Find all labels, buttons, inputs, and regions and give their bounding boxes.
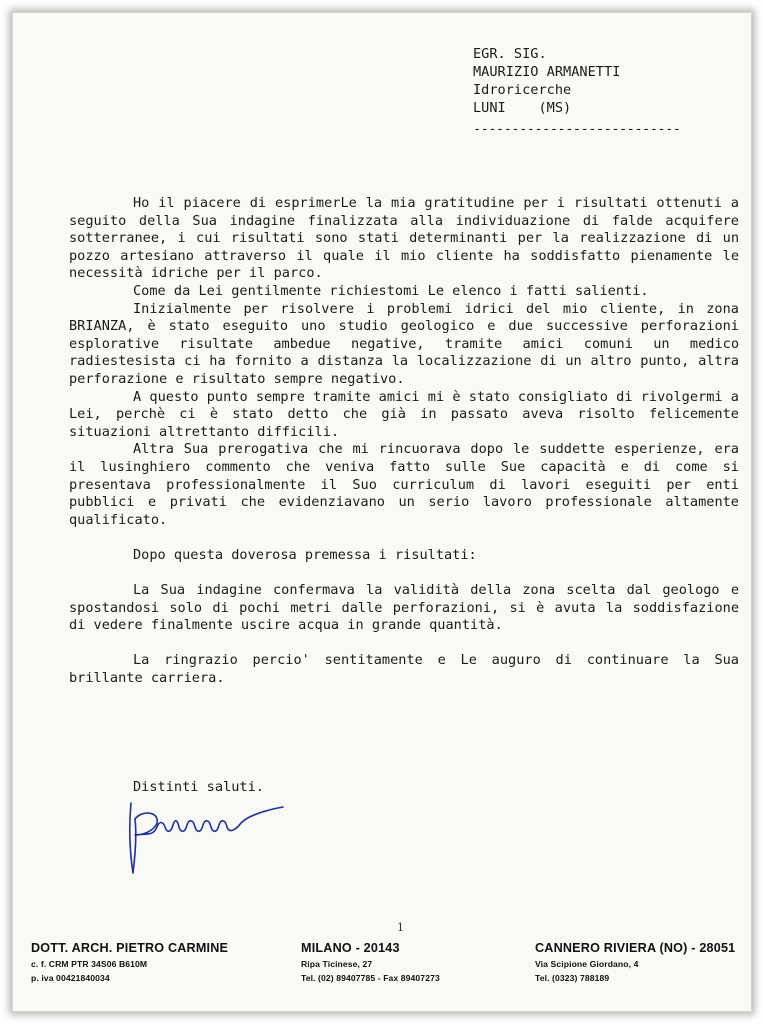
paragraph-premise: Dopo questa doverosa premessa i risultati: bbox=[133, 546, 477, 563]
office-phone: Tel. (0323) 788189 bbox=[535, 973, 610, 983]
paragraph-background: Inizialmente per risolvere i problemi idrici del mio cliente, in zona BRIANZA, è stato eseguito uno studio geologico e due successive perforazioni esplorative risultate ambedue negative, tramite amici comuni un medico radiestesista ci ha fornito a distanza la localizzazione di un altro punto, altra perforazione e risultato sempre negativo. bbox=[69, 300, 739, 387]
paragraph-referral: A questo punto sempre tramite amici mi è stato consigliato di rivolgermi a Lei, perchè ci è stato detto che già in passato aveva risolto felicemente situazioni altrettanto difficili. bbox=[69, 388, 739, 440]
recipient-address bbox=[473, 45, 620, 117]
author-name: DOTT. ARCH. PIETRO CARMINE bbox=[31, 941, 229, 955]
recipient-line: EGR. SIG. bbox=[473, 46, 547, 62]
paragraph-reputation: Altra Sua prerogativa che mi rincuorava dopo le suddette esperienze, era il lusinghiero commento che veniva fatto sulle Sue capacità e di come si presentava professionalmente il Suo curriculum di lavori eseguiti per enti pubblici e privati che evidenziavano un serio lavoro professionale altamente qualificato. bbox=[69, 441, 739, 528]
paragraph-results: La Sua indagine confermava la validità della zona scelta dal geologo e spostandosi solo di pochi metri dalle perforazioni, si è avuta la soddisfazione di vedere finalmente uscire acqua in grande quantità. bbox=[69, 582, 739, 634]
spacer bbox=[69, 564, 739, 582]
paragraph-thanks: La ringrazio percio' sentitamente e Le auguro di continuare la Sua brillante carriera. bbox=[69, 652, 739, 687]
paragraph-request: Come da Lei gentilmente richiestomi Le elenco i fatti salienti. bbox=[133, 282, 649, 299]
closing-salutation: Distinti saluti. bbox=[133, 779, 264, 795]
spacer bbox=[69, 529, 739, 547]
footer-center bbox=[301, 941, 440, 983]
handwritten-signature bbox=[111, 797, 291, 879]
letter-page bbox=[12, 12, 752, 1012]
paragraph-gratitude: Ho il piacere di esprimerLe la mia gratitudine per i risultati ottenuti a seguito della Sua indagine finalizzata alla individuazione di falde acquifere sotterranee, i cui risultati sono stati determinanti per la realizzazione di un pozzo artesiano attraverso il quale il mio cliente ha soddisfatto pienamente le necessità idriche per il parco. bbox=[69, 195, 739, 282]
office-city: MILANO - 20143 bbox=[301, 941, 400, 955]
office-street: Via Scipione Giordano, 4 bbox=[535, 959, 639, 969]
recipient-line: Idroricerche bbox=[473, 82, 572, 98]
recipient-line: LUNI (MS) bbox=[473, 100, 572, 116]
page-number: 1 bbox=[397, 921, 404, 934]
recipient-line: MAURIZIO ARMANETTI bbox=[473, 64, 621, 80]
office-street: Ripa Ticinese, 27 bbox=[301, 959, 373, 969]
vat-number: p. iva 00421840034 bbox=[31, 973, 110, 983]
footer-right bbox=[535, 941, 735, 983]
spacer bbox=[69, 635, 739, 653]
tax-code: c. f. CRM PTR 34S06 B610M bbox=[31, 959, 148, 969]
footer-left bbox=[31, 941, 228, 983]
office-city: CANNERO RIVIERA (NO) - 28051 bbox=[535, 941, 736, 955]
letter-body bbox=[69, 195, 739, 688]
address-underline: --------------------------- bbox=[473, 121, 681, 137]
office-phone: Tel. (02) 89407785 - Fax 89407273 bbox=[301, 973, 440, 983]
